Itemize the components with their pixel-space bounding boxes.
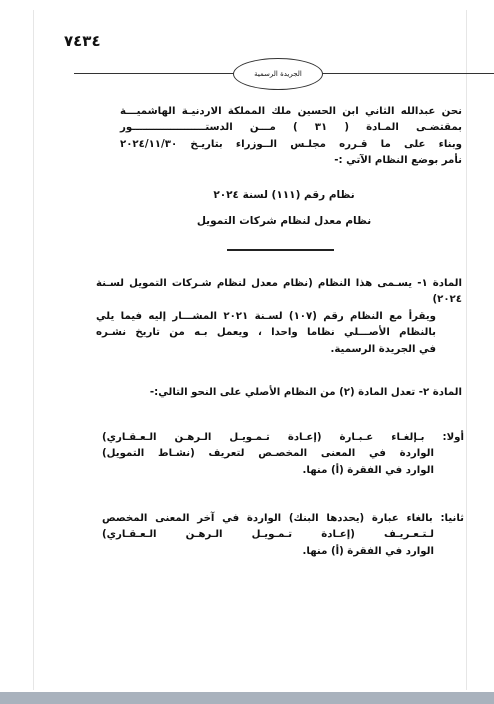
gazette-page <box>34 10 466 690</box>
header-emblem <box>233 58 323 90</box>
article-1-line: المادة ١- يسـمى هذا النظام (نظام معدل لنظام شـركات التمويل لسـنة ٢٠٢٤) <box>96 278 462 306</box>
title-divider <box>227 249 334 251</box>
article-1 <box>96 276 462 358</box>
article-2: المادة ٢- تعدل المادة (٢) من النظام الأصلي على النحو التالي:- <box>149 387 462 398</box>
article-1-line: في الجريدة الرسمية. <box>330 343 436 355</box>
clause-2-line: الوارد في الفقرة (أ) منها. <box>302 545 434 557</box>
article-1-line: بالنظام الأصـــلي نظاما واحدا ، ويعمل بـه من تاريخ نشـره <box>96 327 436 339</box>
clause-1-line: الواردة في المعنى المخصـص لتعريف (نشـاط التمويل) <box>102 448 434 460</box>
regulation-number-title: نظام رقم (١١١) لسنة ٢٠٢٤ <box>213 189 355 201</box>
viewer-bottom-bar <box>0 692 494 704</box>
clause-1-line: أولا: بـإلغـاء عـبـارة (إعـادة تـمـويـل الـرهـن الـعـقـاري) <box>102 432 464 443</box>
clause-2 <box>102 511 464 560</box>
header-label: الجريدة الرسمية <box>254 70 302 78</box>
preamble-line: نأمر بوضع النظام الآتي :- <box>334 155 462 167</box>
preamble <box>120 104 462 170</box>
clause-1 <box>102 430 464 479</box>
clause-2-line: ثانيا: بالغاء عبارة (يحددها البنك) الواردة في آخر المعنى المخصص <box>102 513 464 524</box>
preamble-line: نحن عبدالله الثاني ابن الحسين ملك المملكة الاردنيـة الهاشميـــة <box>120 106 462 117</box>
preamble-line: بمقتضـى المـادة ( ٣١ ) مـــن الدستـــــــــــــــــــــور <box>120 122 462 134</box>
clause-2-line: لـتـعـريـف (إعـادة تـمـويـل الـرهـن الـعـقـاري) <box>102 529 434 541</box>
preamble-line: وبناء على ما قـرره مجلـس الــوزراء بتاريـخ ٢٠٢٤/١١/٣٠ <box>120 138 462 150</box>
clause-1-line: الوارد في الفقرة (أ) منها. <box>302 464 434 476</box>
page-number: ٧٤٣٤ <box>64 32 101 50</box>
regulation-name-title: نظام معدل لنظام شركات التمويل <box>196 215 372 227</box>
article-1-line: ويقرأ مع النظام رقم (١٠٧) لسـنة ٢٠٢١ المشـــار إليه فيما يلي <box>96 310 436 322</box>
